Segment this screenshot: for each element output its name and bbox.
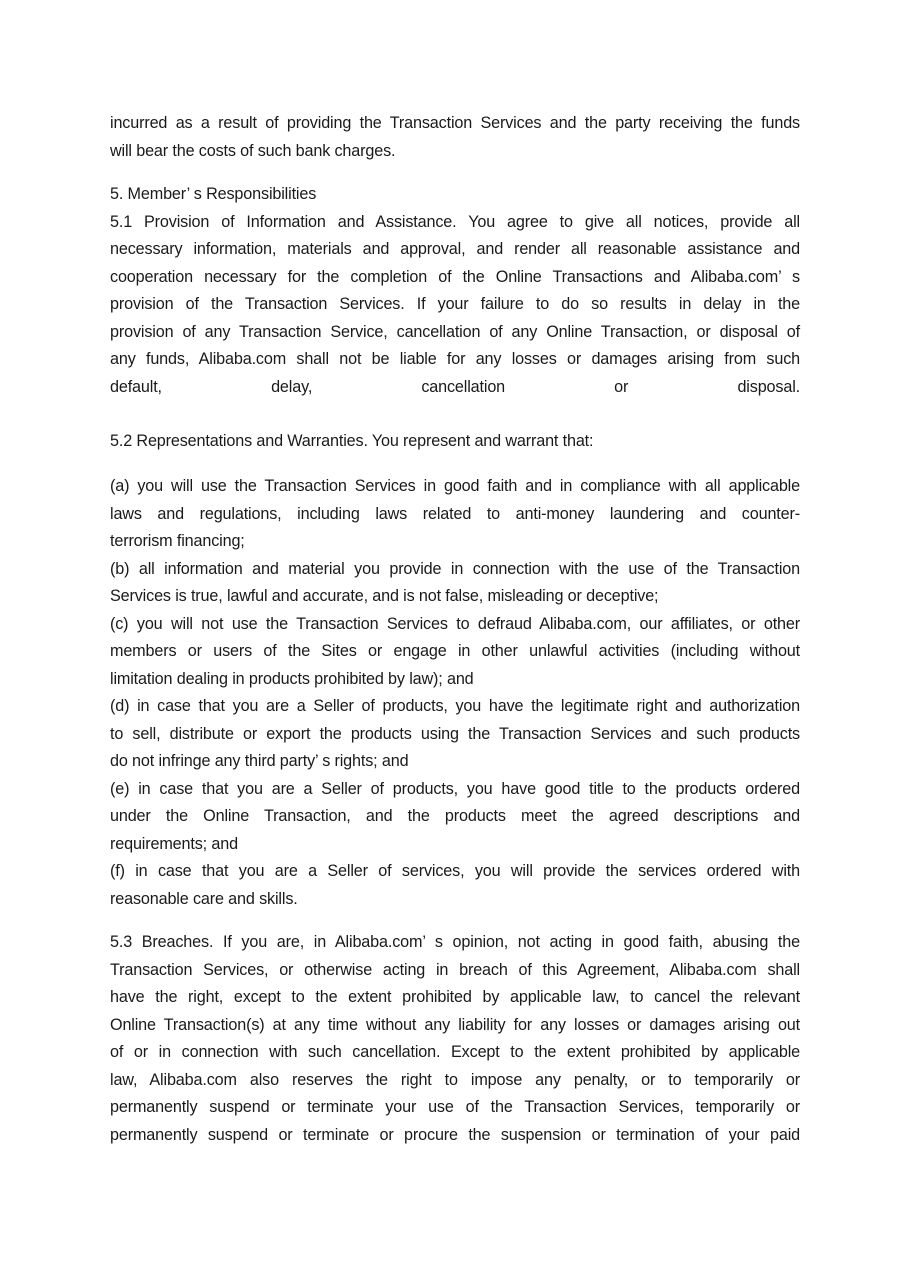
text-line: Services is true, lawful and accurate, and is not false, misleading or deceptive;	[110, 587, 659, 605]
text-line: under the Online Transaction, and the products meet the agreed descriptions and	[110, 807, 800, 825]
text-line: laws and regulations, including laws related to anti-money laundering and counter-	[110, 504, 800, 523]
text-line: 5.3 Breaches. If you are, in Alibaba.com’ s opinion, not acting in good faith, abusing the	[110, 933, 800, 951]
text-line: provision of any Transaction Service, cancellation of any Online Transaction, or disposal of	[110, 322, 800, 341]
text-line: default, delay, cancellation or disposal.	[110, 377, 800, 396]
section-heading: 5. Member’ s Responsibilities	[110, 185, 317, 203]
section-heading: 5.2 Representations and Warranties. You represent and warrant that:	[110, 432, 594, 450]
text-line: do not infringe any third party’ s rights; and	[110, 752, 409, 770]
section-5-1	[110, 181, 800, 401]
text-line: permanently suspend or terminate your use of the Transaction Services, temporarily or	[110, 1098, 800, 1116]
section-5-3	[110, 929, 800, 1149]
text-line: have the right, except to the extent prohibited by applicable law, to cancel the relevant	[110, 988, 800, 1006]
text-line: law, Alibaba.com also reserves the right to impose any penalty, or to temporarily or	[110, 1070, 800, 1089]
text-line: reasonable care and skills.	[110, 889, 298, 908]
text-line: Transaction Services, or otherwise acting in breach of this Agreement, Alibaba.com shall	[110, 960, 800, 979]
section-5-2-items	[110, 473, 800, 913]
text-line: incurred as a result of providing the Transaction Services and the party receiving the funds	[110, 114, 800, 132]
text-line: 5.1 Provision of Information and Assistance. You agree to give all notices, provide all	[110, 212, 800, 231]
list-item-b: (b) all information and material you provide in connection with the use of the Transaction	[110, 559, 800, 578]
text-line: will bear the costs of such bank charges.	[110, 141, 396, 160]
list-item-e: (e) in case that you are a Seller of products, you have good title to the products ordered	[110, 779, 800, 798]
text-line: necessary information, materials and approval, and render all reasonable assistance and	[110, 240, 800, 258]
text-line: terrorism financing;	[110, 532, 245, 550]
paragraph-bank-charges	[110, 110, 800, 165]
text-line: provision of the Transaction Services. If your failure to do so results in delay in the	[110, 295, 800, 313]
text-line: any funds, Alibaba.com shall not be liable for any losses or damages arising from such	[110, 350, 800, 368]
list-item-f: (f) in case that you are a Seller of services, you will provide the services ordered with	[110, 862, 800, 880]
text-line: requirements; and	[110, 834, 238, 853]
text-line: permanently suspend or terminate or procure the suspension or termination of your paid	[110, 1125, 800, 1144]
text-line: of or in connection with such cancellation. Except to the extent prohibited by applicable	[110, 1043, 800, 1061]
list-item-d: (d) in case that you are a Seller of products, you have the legitimate right and authorization	[110, 697, 800, 715]
text-line: to sell, distribute or export the products using the Transaction Services and such products	[110, 724, 800, 743]
list-item-c: (c) you will not use the Transaction Services to defraud Alibaba.com, our affiliates, or other	[110, 614, 800, 633]
list-item-a: (a) you will use the Transaction Services in good faith and in compliance with all applicable	[110, 477, 800, 495]
section-5-2-heading	[110, 428, 800, 456]
text-line: Online Transaction(s) at any time without any liability for any losses or damages arising out	[110, 1015, 800, 1034]
text-line: cooperation necessary for the completion of the Online Transactions and Alibaba.com’ s	[110, 267, 800, 286]
text-line: members or users of the Sites or engage in other unlawful activities (including without	[110, 642, 800, 660]
text-line: limitation dealing in products prohibited by law); and	[110, 669, 474, 688]
